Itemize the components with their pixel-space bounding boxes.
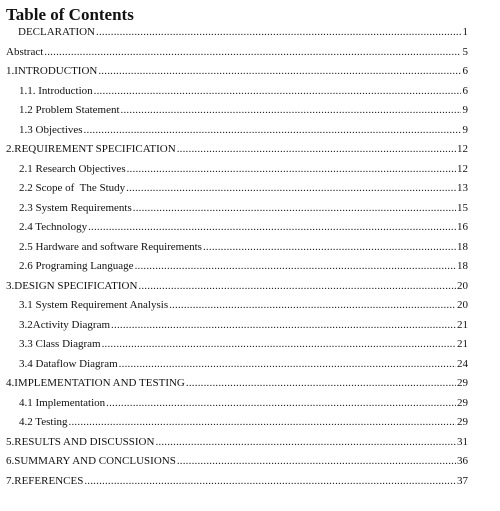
toc-entry-label: 3.DESIGN SPECIFICATION bbox=[6, 280, 138, 292]
toc-entry-label: 1.3 Objectives bbox=[19, 124, 83, 136]
dot-leader bbox=[127, 161, 456, 177]
dot-leader bbox=[121, 102, 461, 118]
toc-page-number: 6 bbox=[462, 65, 468, 77]
toc-page-number: 6 bbox=[462, 85, 468, 97]
toc-page-number: 37 bbox=[457, 475, 468, 487]
toc-entry-chapter-6[interactable] bbox=[6, 453, 468, 469]
toc-page-number: 20 bbox=[457, 280, 468, 292]
toc-entry-section-2-1[interactable] bbox=[19, 161, 468, 177]
toc-entry-declaration[interactable] bbox=[18, 24, 468, 40]
toc-entry-label: 2.1 Research Objectives bbox=[19, 163, 126, 175]
toc-entry-section-1-2[interactable] bbox=[19, 102, 468, 118]
dot-leader bbox=[119, 356, 456, 372]
dot-leader bbox=[94, 83, 461, 99]
toc-entry-label: 2.4 Technology bbox=[19, 221, 88, 233]
toc-entry-label: 2.REQUIREMENT SPECIFICATION bbox=[6, 143, 176, 155]
dot-leader bbox=[138, 278, 456, 294]
toc-entry-label: DECLARATION bbox=[18, 26, 95, 38]
toc-entry-chapter-5[interactable] bbox=[6, 434, 468, 450]
toc-entry-label: 1.1. Introduction bbox=[19, 85, 93, 97]
dot-leader bbox=[133, 200, 456, 216]
dot-leader bbox=[88, 219, 456, 235]
toc-entry-label: 6.SUMMARY AND CONCLUSIONS bbox=[6, 455, 176, 467]
dot-leader bbox=[84, 473, 456, 489]
toc-entry-label: 4.IMPLEMENTATION AND TESTING bbox=[6, 377, 185, 389]
dot-leader bbox=[155, 434, 456, 450]
toc-entry-label: 4.1 Implementation bbox=[19, 397, 106, 409]
dot-leader bbox=[111, 317, 456, 333]
toc-entry-section-2-2[interactable] bbox=[19, 180, 468, 196]
toc-entry-section-3-1[interactable] bbox=[19, 297, 468, 313]
dot-leader bbox=[98, 63, 461, 79]
toc-entry-label: 4.2 Testing bbox=[19, 416, 68, 428]
toc-entry-label: 2.2 Scope of The Study bbox=[19, 182, 126, 194]
dot-leader bbox=[169, 297, 456, 313]
dot-leader bbox=[84, 122, 461, 138]
toc-entry-label: 2.3 System Requirements bbox=[19, 202, 132, 214]
dot-leader bbox=[126, 180, 456, 196]
toc-entry-abstract[interactable] bbox=[6, 44, 468, 60]
toc-entry-section-2-5[interactable] bbox=[19, 239, 468, 255]
toc-page-number: 9 bbox=[462, 104, 468, 116]
dot-leader bbox=[177, 141, 456, 157]
dot-leader bbox=[186, 375, 456, 391]
toc-page-number: 5 bbox=[462, 46, 468, 58]
toc-entry-chapter-2[interactable] bbox=[6, 141, 468, 157]
toc-entry-label: 3.2Activity Diagram bbox=[19, 319, 111, 331]
toc-entry-label: 2.6 Programing Language bbox=[19, 260, 134, 272]
toc-page-number: 21 bbox=[457, 319, 468, 331]
toc-entry-chapter-1[interactable] bbox=[6, 63, 468, 79]
toc-entry-section-3-2[interactable] bbox=[19, 317, 468, 333]
toc-title: Table of Contents bbox=[6, 5, 134, 24]
toc-entry-chapter-3[interactable] bbox=[6, 278, 468, 294]
toc-page-number: 29 bbox=[457, 416, 468, 428]
dot-leader bbox=[106, 395, 456, 411]
toc-entry-label: 2.5 Hardware and software Requirements bbox=[19, 241, 202, 253]
toc-entry-label: 3.1 System Requirement Analysis bbox=[19, 299, 169, 311]
toc-entry-section-1-1[interactable] bbox=[19, 83, 468, 99]
toc-page-number: 20 bbox=[457, 299, 468, 311]
toc-page-number: 18 bbox=[457, 260, 468, 272]
toc-page-number: 16 bbox=[457, 221, 468, 233]
toc-entry-section-2-6[interactable] bbox=[19, 258, 468, 274]
toc-entry-section-4-1[interactable] bbox=[19, 395, 468, 411]
toc-page-number: 13 bbox=[457, 182, 468, 194]
toc-page-number: 29 bbox=[457, 377, 468, 389]
toc-entry-label: Abstract bbox=[6, 46, 44, 58]
toc-page-number: 1 bbox=[462, 26, 468, 38]
toc-page-number: 21 bbox=[457, 338, 468, 350]
toc-entry-label: 1.INTRODUCTION bbox=[6, 65, 98, 77]
dot-leader bbox=[135, 258, 456, 274]
toc-entry-label: 3.4 Dataflow Diagram bbox=[19, 358, 118, 370]
dot-leader bbox=[44, 44, 461, 60]
toc-entry-chapter-4[interactable] bbox=[6, 375, 468, 391]
toc-entry-section-4-2[interactable] bbox=[19, 414, 468, 430]
toc-page-number: 29 bbox=[457, 397, 468, 409]
dot-leader bbox=[203, 239, 456, 255]
toc-entry-label: 7.REFERENCES bbox=[6, 475, 84, 487]
toc-entry-label: 5.RESULTS AND DISCUSSION bbox=[6, 436, 155, 448]
toc-page-number: 36 bbox=[457, 455, 468, 467]
toc-entry-chapter-7[interactable] bbox=[6, 473, 468, 489]
toc-entry-label: 1.2 Problem Statement bbox=[19, 104, 120, 116]
toc-entry-label: 3.3 Class Diagram bbox=[19, 338, 101, 350]
dot-leader bbox=[96, 24, 461, 40]
dot-leader bbox=[69, 414, 456, 430]
dot-leader bbox=[177, 453, 456, 469]
toc-entry-section-2-4[interactable] bbox=[19, 219, 468, 235]
toc-page-number: 24 bbox=[457, 358, 468, 370]
toc-entry-section-2-3[interactable] bbox=[19, 200, 468, 216]
dot-leader bbox=[102, 336, 456, 352]
toc-page-number: 31 bbox=[457, 436, 468, 448]
toc-page-number: 9 bbox=[462, 124, 468, 136]
toc-page-number: 18 bbox=[457, 241, 468, 253]
toc-entry-section-3-3[interactable] bbox=[19, 336, 468, 352]
toc-entry-section-3-4[interactable] bbox=[19, 356, 468, 372]
toc-entry-section-1-3[interactable] bbox=[19, 122, 468, 138]
toc-page-number: 15 bbox=[457, 202, 468, 214]
toc-page-number: 12 bbox=[457, 143, 468, 155]
toc-page-number: 12 bbox=[457, 163, 468, 175]
